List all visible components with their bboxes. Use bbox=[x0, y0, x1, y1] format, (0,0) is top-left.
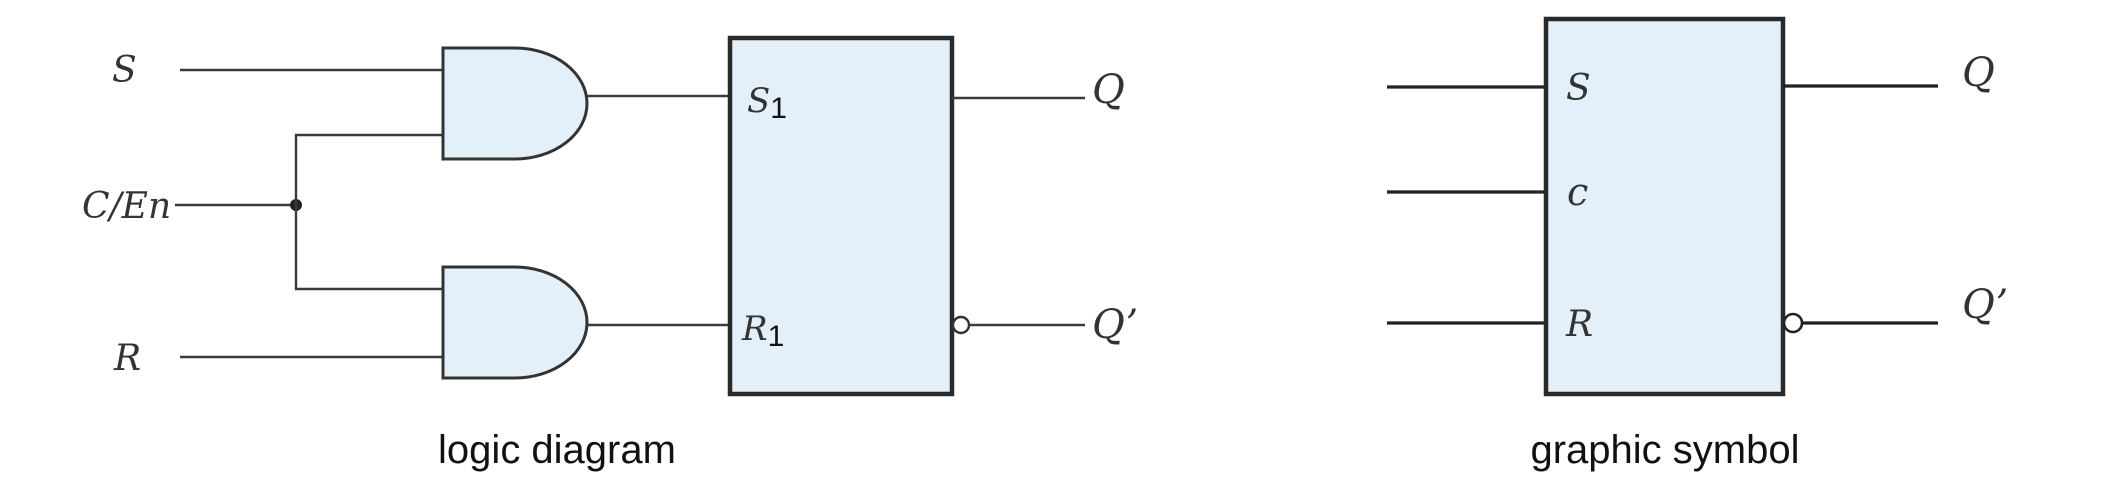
logic-diagram-caption: logic diagram bbox=[438, 428, 676, 472]
graphic-symbol-caption: graphic symbol bbox=[1530, 428, 1800, 472]
graphic-symbol bbox=[1387, 19, 2008, 472]
input-r-label: R bbox=[114, 338, 142, 379]
logic-diagram bbox=[82, 38, 1138, 472]
output-q-not-label: Q’ bbox=[1092, 302, 1139, 348]
inversion-bubble bbox=[1784, 314, 1802, 332]
symbol-c-label: c bbox=[1567, 170, 1589, 214]
symbol-output-q-label: Q bbox=[1962, 50, 1995, 96]
symbol-output-q-not-label: Q’ bbox=[1962, 282, 2009, 328]
inversion-bubble bbox=[953, 317, 969, 333]
wire-c-en-to-top-gate bbox=[296, 135, 443, 205]
and-gate-bottom bbox=[443, 267, 587, 378]
input-s-label: S bbox=[112, 50, 137, 91]
input-c-en-label: C/En bbox=[82, 186, 172, 227]
symbol-r-label: R bbox=[1566, 304, 1594, 345]
r1-label: R1 bbox=[742, 309, 785, 353]
symbol-s-label: S bbox=[1566, 68, 1591, 109]
wire-c-en-to-bottom-gate bbox=[296, 205, 443, 289]
output-q-label: Q bbox=[1092, 67, 1125, 113]
and-gate-top bbox=[443, 48, 587, 159]
s1-label: S1 bbox=[747, 81, 787, 125]
